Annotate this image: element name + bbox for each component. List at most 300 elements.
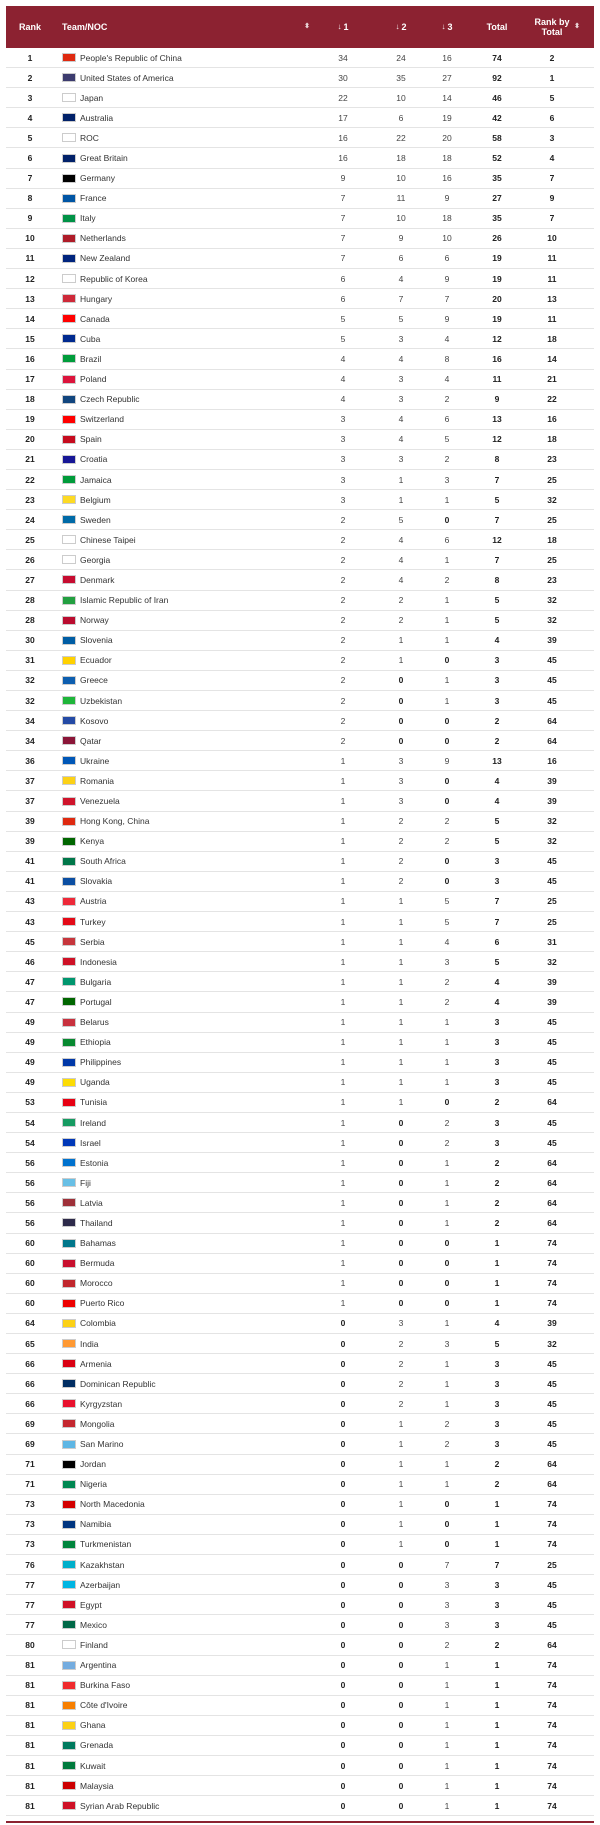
gold-cell: 1 — [340, 956, 346, 967]
team-name[interactable]: Norway — [80, 615, 109, 626]
team-cell[interactable] — [54, 274, 314, 284]
team-cell[interactable] — [54, 1138, 314, 1148]
team-name[interactable]: Hong Kong, China — [80, 816, 150, 827]
team-cell[interactable] — [54, 1359, 314, 1369]
silver-cell: 7 — [398, 293, 404, 304]
rank-cell: 47 — [25, 976, 35, 987]
bronze-cell: 10 — [442, 233, 452, 244]
table-row — [6, 410, 594, 430]
team-name[interactable]: Kosovo — [80, 715, 109, 726]
team-name[interactable]: Thailand — [80, 1217, 113, 1228]
rank-cell: 31 — [25, 655, 35, 666]
header-bronze[interactable] — [430, 22, 464, 32]
flag-icon — [62, 1580, 76, 1589]
table-row — [6, 1374, 594, 1394]
team-name[interactable]: Islamic Republic of Iran — [80, 595, 169, 606]
silver-cell: 1 — [398, 1037, 404, 1048]
flag-icon — [62, 676, 76, 685]
team-name[interactable]: Estonia — [80, 1157, 109, 1168]
bronze-cell: 6 — [444, 534, 450, 545]
rank-by-total-cell: 6 — [549, 112, 555, 123]
team-cell[interactable] — [54, 1761, 314, 1771]
total-cell: 1 — [494, 1780, 500, 1791]
silver-cell: 0 — [398, 1298, 404, 1309]
team-name[interactable]: Ireland — [80, 1117, 106, 1128]
silver-cell: 2 — [398, 615, 404, 626]
team-name[interactable]: Egypt — [80, 1599, 102, 1610]
team-name[interactable]: Serbia — [80, 936, 105, 947]
rank-by-total-cell: 39 — [547, 796, 557, 807]
team-cell[interactable] — [54, 816, 314, 826]
bronze-cell: 1 — [444, 494, 450, 505]
team-cell[interactable] — [54, 796, 314, 806]
total-cell: 3 — [494, 1037, 500, 1048]
gold-cell: 3 — [340, 454, 346, 465]
silver-cell: 2 — [398, 836, 404, 847]
silver-cell: 18 — [396, 153, 406, 164]
team-name[interactable]: San Marino — [80, 1439, 124, 1450]
team-name[interactable]: Sweden — [80, 514, 111, 525]
team-cell[interactable] — [54, 1660, 314, 1670]
rank-cell: 80 — [25, 1639, 35, 1650]
total-cell: 92 — [492, 72, 502, 83]
rank-cell: 47 — [25, 996, 35, 1007]
rank-by-total-cell: 74 — [547, 1660, 557, 1671]
team-cell[interactable] — [54, 575, 314, 585]
team-name[interactable]: Belarus — [80, 1017, 109, 1028]
table-header — [6, 6, 594, 48]
team-cell[interactable] — [54, 1118, 314, 1128]
team-cell[interactable] — [54, 776, 314, 786]
rank-by-total-cell: 45 — [547, 675, 557, 686]
team-name[interactable]: Netherlands — [80, 233, 126, 244]
rank-by-total-cell: 32 — [547, 816, 557, 827]
team-cell[interactable] — [54, 93, 314, 103]
team-name[interactable]: Turkey — [80, 916, 106, 927]
team-name[interactable]: Burkina Faso — [80, 1680, 131, 1691]
total-cell: 4 — [494, 796, 500, 807]
silver-cell: 2 — [398, 856, 404, 867]
team-cell[interactable] — [54, 314, 314, 324]
rank-cell: 49 — [25, 1057, 35, 1068]
team-cell[interactable] — [54, 1700, 314, 1710]
team-cell[interactable] — [54, 1720, 314, 1730]
rank-cell: 24 — [25, 514, 35, 525]
rank-by-total-cell: 74 — [547, 1740, 557, 1751]
rank-cell: 60 — [25, 1298, 35, 1309]
team-name[interactable]: North Macedonia — [80, 1499, 145, 1510]
team-name[interactable]: Armenia — [80, 1358, 112, 1369]
team-name[interactable]: Croatia — [80, 454, 108, 465]
team-cell[interactable] — [54, 1499, 314, 1509]
total-cell: 7 — [494, 1559, 500, 1570]
flag-icon — [62, 1661, 76, 1670]
total-cell: 12 — [492, 534, 502, 545]
team-cell[interactable] — [54, 1801, 314, 1811]
team-name[interactable]: Syrian Arab Republic — [80, 1800, 160, 1811]
team-name[interactable]: Ecuador — [80, 655, 112, 666]
header-team[interactable] — [54, 22, 314, 32]
silver-cell: 4 — [398, 273, 404, 284]
team-name[interactable]: Ethiopia — [80, 1037, 111, 1048]
table-row — [6, 48, 594, 68]
team-name[interactable]: People's Republic of China — [80, 52, 182, 63]
rank-cell: 69 — [25, 1418, 35, 1429]
team-cell[interactable] — [54, 153, 314, 163]
team-cell[interactable] — [54, 434, 314, 444]
gold-cell: 4 — [340, 374, 346, 385]
team-name[interactable]: Latvia — [80, 1197, 103, 1208]
team-cell[interactable] — [54, 856, 314, 866]
team-name[interactable]: Denmark — [80, 574, 115, 585]
silver-cell: 2 — [398, 1378, 404, 1389]
team-cell[interactable] — [54, 1097, 314, 1107]
team-name[interactable]: Kyrgyzstan — [80, 1398, 123, 1409]
team-cell[interactable] — [54, 414, 314, 424]
team-name[interactable]: Republic of Korea — [80, 273, 148, 284]
gold-cell: 7 — [340, 233, 346, 244]
team-name[interactable]: Tunisia — [80, 1097, 108, 1108]
silver-cell: 0 — [398, 1559, 404, 1570]
rank-cell: 11 — [25, 253, 35, 264]
team-cell[interactable] — [54, 696, 314, 706]
team-name[interactable]: Australia — [80, 112, 114, 123]
team-name[interactable]: Venezuela — [80, 796, 120, 807]
team-name[interactable]: Ukraine — [80, 755, 110, 766]
team-cell[interactable] — [54, 1318, 314, 1328]
rank-cell: 2 — [27, 72, 33, 83]
team-cell[interactable] — [54, 1580, 314, 1590]
team-name[interactable]: Japan — [80, 92, 104, 103]
team-name[interactable]: Finland — [80, 1639, 108, 1650]
flag-icon — [62, 1460, 76, 1469]
team-name[interactable]: ROC — [80, 132, 99, 143]
silver-cell: 3 — [398, 394, 404, 405]
team-cell[interactable] — [54, 1057, 314, 1067]
team-name[interactable]: Germany — [80, 173, 115, 184]
team-name[interactable]: Belgium — [80, 494, 111, 505]
bronze-cell: 20 — [442, 132, 452, 143]
silver-cell: 0 — [398, 1177, 404, 1188]
total-cell: 19 — [492, 273, 502, 284]
flag-icon — [62, 817, 76, 826]
team-name[interactable]: Chinese Taipei — [80, 534, 136, 545]
rank-by-total-cell: 18 — [547, 333, 557, 344]
team-cell[interactable] — [54, 1399, 314, 1409]
header-rank-by-total[interactable] — [530, 17, 580, 37]
header-rank[interactable]: Rank — [18, 22, 41, 32]
sort-arrows-icon[interactable]: ⬍ — [574, 23, 580, 30]
flag-icon — [62, 776, 76, 785]
silver-cell: 0 — [398, 1117, 404, 1128]
rank-cell: 36 — [25, 755, 35, 766]
team-cell[interactable] — [54, 515, 314, 525]
team-name[interactable]: Italy — [80, 213, 96, 224]
team-cell[interactable] — [54, 1158, 314, 1168]
flag-icon — [62, 937, 76, 946]
team-cell[interactable] — [54, 1640, 314, 1650]
team-cell[interactable] — [54, 896, 314, 906]
team-cell[interactable] — [54, 1781, 314, 1791]
table-row — [6, 510, 594, 530]
bronze-cell: 6 — [444, 414, 450, 425]
team-cell[interactable] — [54, 1740, 314, 1750]
team-cell[interactable] — [54, 655, 314, 665]
rank-cell: 81 — [25, 1700, 35, 1711]
team-name[interactable]: Qatar — [80, 735, 102, 746]
team-name[interactable]: Philippines — [80, 1057, 122, 1068]
bronze-cell: 4 — [444, 333, 450, 344]
total-cell: 7 — [494, 474, 500, 485]
team-cell[interactable] — [54, 535, 314, 545]
team-name[interactable]: Georgia — [80, 554, 111, 565]
total-cell: 3 — [494, 1358, 500, 1369]
team-name[interactable]: Kazakhstan — [80, 1559, 125, 1570]
team-name[interactable]: Morocco — [80, 1278, 113, 1289]
bronze-cell: 18 — [442, 213, 452, 224]
table-row — [6, 1394, 594, 1414]
team-cell[interactable] — [54, 1479, 314, 1489]
team-cell[interactable] — [54, 1238, 314, 1248]
team-cell[interactable] — [54, 495, 314, 505]
gold-cell: 0 — [340, 1680, 346, 1691]
team-name[interactable]: Kenya — [80, 836, 105, 847]
team-name[interactable]: Canada — [80, 313, 110, 324]
rank-cell: 53 — [25, 1097, 35, 1108]
bronze-cell: 2 — [444, 976, 450, 987]
flag-icon — [62, 616, 76, 625]
team-name[interactable]: Slovakia — [80, 876, 113, 887]
team-cell[interactable] — [54, 1379, 314, 1389]
team-cell[interactable] — [54, 113, 314, 123]
team-cell[interactable] — [54, 977, 314, 987]
team-name[interactable]: Malaysia — [80, 1780, 114, 1791]
team-cell[interactable] — [54, 1620, 314, 1630]
silver-cell: 3 — [398, 775, 404, 786]
team-cell[interactable] — [54, 1218, 314, 1228]
team-cell[interactable] — [54, 1519, 314, 1529]
team-name[interactable]: Turkmenistan — [80, 1539, 132, 1550]
rank-by-total-cell: 74 — [547, 1780, 557, 1791]
team-cell[interactable] — [54, 394, 314, 404]
team-cell[interactable] — [54, 173, 314, 183]
team-cell[interactable] — [54, 213, 314, 223]
team-cell[interactable] — [54, 1339, 314, 1349]
total-cell: 35 — [492, 173, 502, 184]
team-cell[interactable] — [54, 374, 314, 384]
silver-cell: 2 — [398, 595, 404, 606]
rank-by-total-cell: 32 — [547, 595, 557, 606]
team-name[interactable]: Great Britain — [80, 153, 128, 164]
table-row — [6, 1093, 594, 1113]
header-gold[interactable] — [314, 22, 372, 32]
flag-icon — [62, 1721, 76, 1730]
team-cell[interactable] — [54, 53, 314, 63]
team-name[interactable]: Argentina — [80, 1660, 117, 1671]
team-name[interactable]: Ghana — [80, 1720, 106, 1731]
gold-cell: 2 — [340, 735, 346, 746]
team-cell[interactable] — [54, 937, 314, 947]
rank-by-total-cell: 74 — [547, 1499, 557, 1510]
team-cell[interactable] — [54, 1560, 314, 1570]
team-cell[interactable] — [54, 1439, 314, 1449]
table-row — [6, 1073, 594, 1093]
team-name[interactable]: Indonesia — [80, 956, 117, 967]
total-cell: 1 — [494, 1720, 500, 1731]
team-cell[interactable] — [54, 1680, 314, 1690]
team-cell[interactable] — [54, 294, 314, 304]
team-name[interactable]: Côte d'Ivoire — [80, 1700, 128, 1711]
team-cell[interactable] — [54, 615, 314, 625]
team-cell[interactable] — [54, 1077, 314, 1087]
flag-icon — [62, 415, 76, 424]
team-name[interactable]: Greece — [80, 675, 108, 686]
team-cell[interactable] — [54, 1198, 314, 1208]
table-row — [6, 1575, 594, 1595]
team-cell[interactable] — [54, 1017, 314, 1027]
flag-icon — [62, 696, 76, 705]
team-name[interactable]: Uganda — [80, 1077, 110, 1088]
team-cell[interactable] — [54, 354, 314, 364]
team-cell[interactable] — [54, 997, 314, 1007]
team-name[interactable]: Switzerland — [80, 414, 124, 425]
team-cell[interactable] — [54, 595, 314, 605]
team-name[interactable]: Nigeria — [80, 1479, 107, 1490]
team-cell[interactable] — [54, 957, 314, 967]
gold-cell: 0 — [340, 1579, 346, 1590]
team-cell[interactable] — [54, 475, 314, 485]
silver-cell: 1 — [398, 1017, 404, 1028]
team-name[interactable]: Slovenia — [80, 635, 113, 646]
bronze-cell: 0 — [444, 1258, 450, 1269]
header-silver[interactable] — [372, 22, 430, 32]
team-cell[interactable] — [54, 1459, 314, 1469]
table-row — [6, 992, 594, 1012]
bronze-cell: 1 — [444, 1760, 450, 1771]
team-cell[interactable] — [54, 253, 314, 263]
team-name[interactable]: New Zealand — [80, 253, 131, 264]
total-cell: 7 — [494, 554, 500, 565]
team-name[interactable]: Poland — [80, 374, 107, 385]
team-name[interactable]: Hungary — [80, 293, 113, 304]
total-cell: 19 — [492, 313, 502, 324]
team-name[interactable]: Jordan — [80, 1459, 106, 1470]
team-cell[interactable] — [54, 635, 314, 645]
team-cell[interactable] — [54, 1298, 314, 1308]
team-name[interactable]: Bahamas — [80, 1238, 116, 1249]
team-name[interactable]: France — [80, 193, 107, 204]
team-cell[interactable] — [54, 917, 314, 927]
team-name[interactable]: South Africa — [80, 856, 126, 867]
bronze-cell: 1 — [444, 1177, 450, 1188]
team-cell[interactable] — [54, 1278, 314, 1288]
team-cell[interactable] — [54, 233, 314, 243]
team-name[interactable]: Colombia — [80, 1318, 116, 1329]
flag-icon — [62, 1098, 76, 1107]
rank-by-total-cell: 45 — [547, 695, 557, 706]
team-cell[interactable] — [54, 876, 314, 886]
team-cell[interactable] — [54, 756, 314, 766]
team-cell[interactable] — [54, 334, 314, 344]
team-cell[interactable] — [54, 1037, 314, 1047]
team-name[interactable]: Czech Republic — [80, 394, 140, 405]
team-name[interactable]: Israel — [80, 1137, 101, 1148]
team-cell[interactable] — [54, 555, 314, 565]
rank-cell: 77 — [25, 1619, 35, 1630]
flag-icon — [62, 1600, 76, 1609]
team-name[interactable]: Fiji — [80, 1177, 91, 1188]
team-cell[interactable] — [54, 716, 314, 726]
header-rank-by-total-label: Rank by Total — [534, 17, 570, 37]
team-cell[interactable] — [54, 1258, 314, 1268]
rank-cell: 28 — [25, 595, 35, 606]
team-name[interactable]: Austria — [80, 896, 107, 907]
table-row — [6, 1635, 594, 1655]
team-cell[interactable] — [54, 193, 314, 203]
header-total[interactable]: Total — [486, 22, 508, 32]
table-row — [6, 309, 594, 329]
total-cell: 1 — [494, 1700, 500, 1711]
team-name[interactable]: Mexico — [80, 1619, 107, 1630]
team-name[interactable]: Brazil — [80, 353, 102, 364]
team-cell[interactable] — [54, 133, 314, 143]
bronze-cell: 1 — [444, 1157, 450, 1168]
silver-cell: 0 — [398, 1258, 404, 1269]
team-name[interactable]: United States of America — [80, 72, 174, 83]
team-cell[interactable] — [54, 1600, 314, 1610]
team-name[interactable]: Mongolia — [80, 1418, 115, 1429]
team-name[interactable]: Bermuda — [80, 1258, 115, 1269]
team-cell[interactable] — [54, 736, 314, 746]
team-name[interactable]: India — [80, 1338, 99, 1349]
bronze-cell: 1 — [444, 635, 450, 646]
table-body — [6, 48, 594, 1816]
team-name[interactable]: Cuba — [80, 333, 101, 344]
team-name[interactable]: Spain — [80, 434, 102, 445]
team-name[interactable]: Portugal — [80, 996, 112, 1007]
team-cell[interactable] — [54, 73, 314, 83]
silver-cell: 0 — [398, 1740, 404, 1751]
team-cell[interactable] — [54, 1178, 314, 1188]
team-name[interactable]: Kuwait — [80, 1760, 106, 1771]
rank-cell: 8 — [27, 193, 33, 204]
sort-arrows-icon[interactable]: ⬍ — [304, 23, 310, 30]
team-cell[interactable] — [54, 454, 314, 464]
team-name[interactable]: Uzbekistan — [80, 695, 123, 706]
gold-cell: 1 — [340, 1177, 346, 1188]
rank-cell: 69 — [25, 1439, 35, 1450]
team-cell[interactable] — [54, 1419, 314, 1429]
team-name[interactable]: Azerbaijan — [80, 1579, 121, 1590]
team-name[interactable]: Grenada — [80, 1740, 114, 1751]
total-cell: 4 — [494, 635, 500, 646]
team-name[interactable]: Bulgaria — [80, 976, 112, 987]
team-name[interactable]: Puerto Rico — [80, 1298, 125, 1309]
team-cell[interactable] — [54, 1539, 314, 1549]
total-cell: 2 — [494, 1217, 500, 1228]
bronze-cell: 1 — [444, 1660, 450, 1671]
team-name[interactable]: Romania — [80, 775, 115, 786]
table-row — [6, 390, 594, 410]
bronze-cell: 0 — [444, 1097, 450, 1108]
team-cell[interactable] — [54, 836, 314, 846]
team-name[interactable]: Dominican Republic — [80, 1378, 156, 1389]
total-cell: 3 — [494, 655, 500, 666]
silver-cell: 2 — [398, 816, 404, 827]
team-name[interactable]: Jamaica — [80, 474, 112, 485]
team-cell[interactable] — [54, 675, 314, 685]
team-name[interactable]: Namibia — [80, 1519, 112, 1530]
